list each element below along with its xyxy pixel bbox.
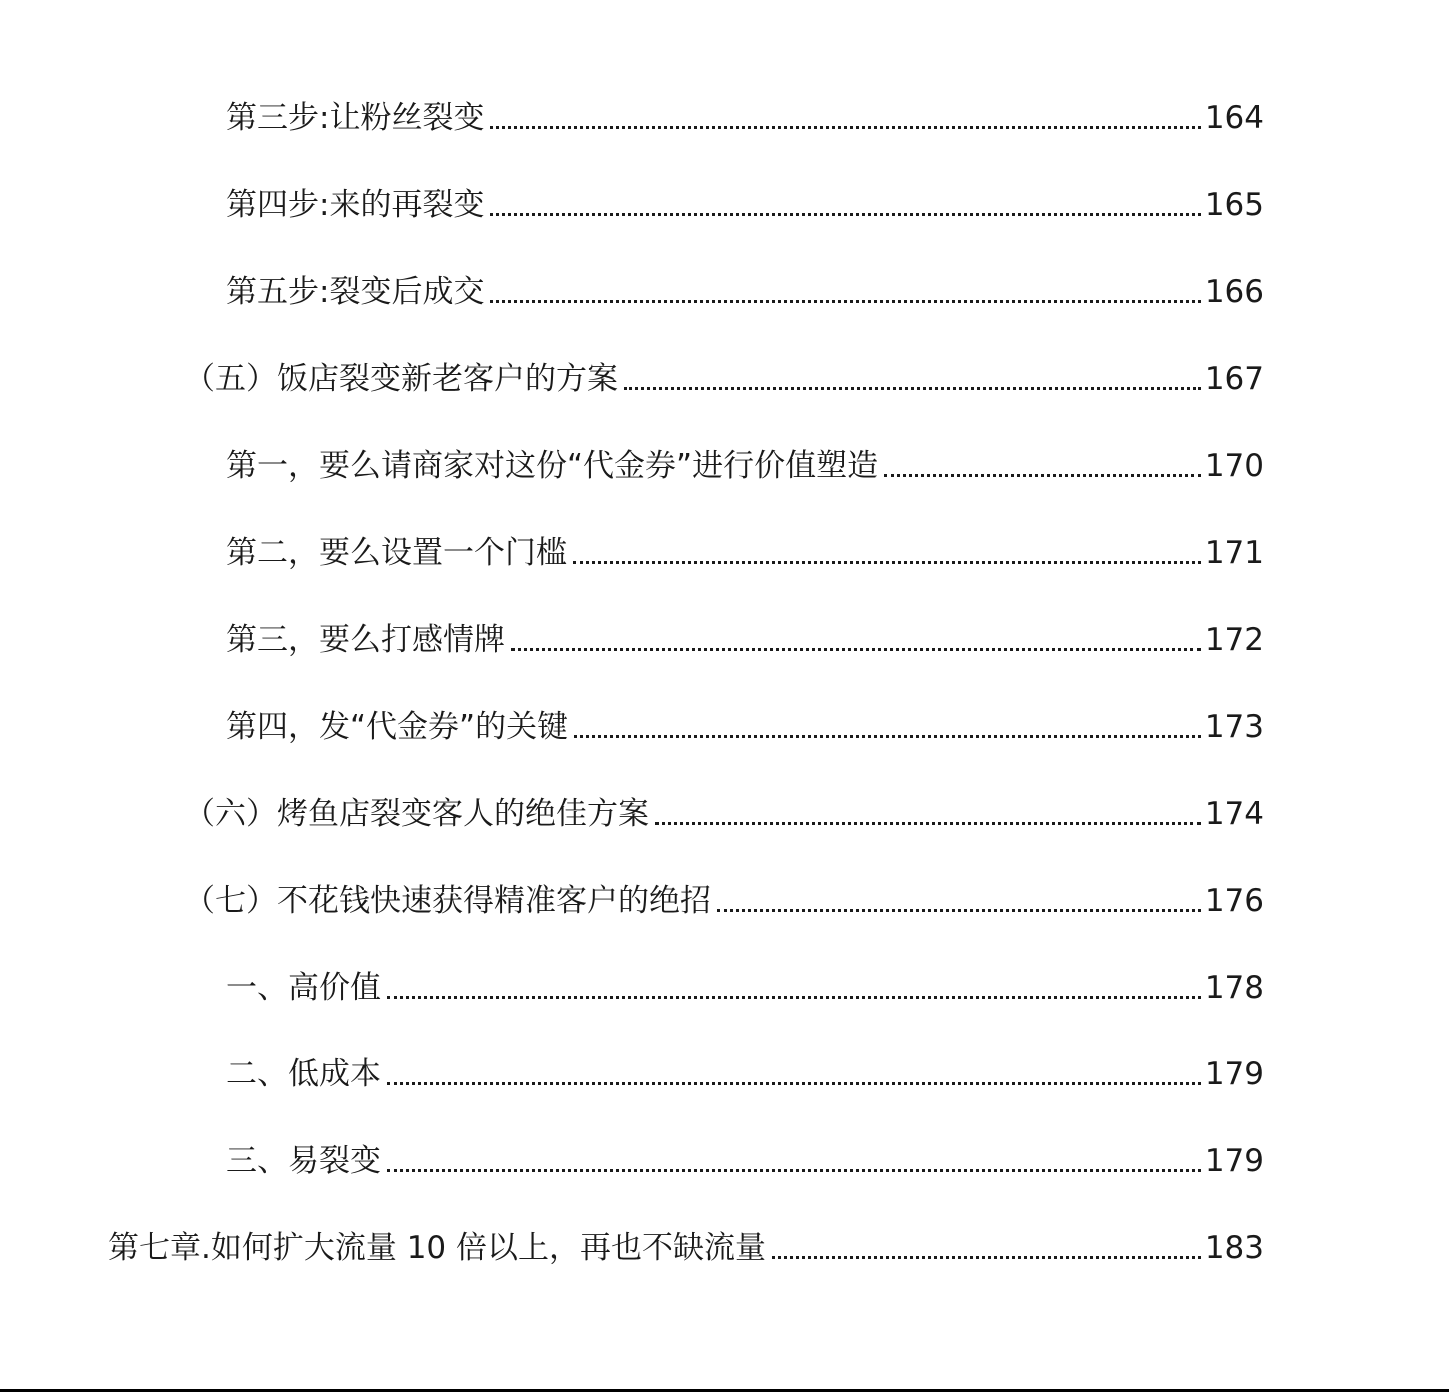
toc-dot-leader xyxy=(574,735,1201,738)
toc-page-number: 172 xyxy=(1204,622,1264,658)
toc-entry-title: 二、低成本 xyxy=(226,1056,381,1092)
toc-entry-title: （七）不花钱快速获得精准客户的绝招 xyxy=(184,883,711,919)
toc-entry[interactable] xyxy=(184,877,1264,921)
toc-entry[interactable] xyxy=(226,616,1264,660)
toc-entry[interactable] xyxy=(226,529,1264,573)
toc-entry-title: 第三，要么打感情牌 xyxy=(226,622,505,658)
toc-dot-leader xyxy=(387,996,1201,999)
toc-page-number: 174 xyxy=(1204,796,1264,832)
toc-page-number: 173 xyxy=(1204,709,1264,745)
toc-entry-title: 第三步:让粉丝裂变 xyxy=(226,100,485,136)
toc-dot-leader xyxy=(490,213,1200,216)
toc-entry-title: 一、高价值 xyxy=(226,970,381,1006)
toc-entry[interactable] xyxy=(184,790,1264,834)
toc-entry-title: 第四，发“代金券”的关键 xyxy=(226,709,569,745)
toc-dot-leader xyxy=(573,561,1201,564)
toc-entry[interactable] xyxy=(226,268,1264,312)
toc-entry[interactable] xyxy=(226,964,1264,1008)
toc-entry-title: 第五步:裂变后成交 xyxy=(226,274,485,310)
toc-entry-title: 第二，要么设置一个门槛 xyxy=(226,535,567,571)
toc-dot-leader xyxy=(387,1169,1201,1172)
toc-dot-leader xyxy=(490,300,1200,303)
toc-entry[interactable] xyxy=(226,181,1264,225)
toc-page-number: 166 xyxy=(1204,274,1264,310)
toc-dot-leader xyxy=(624,387,1201,390)
toc-entry[interactable] xyxy=(226,1050,1264,1094)
toc-page-number: 183 xyxy=(1204,1230,1264,1266)
toc-dot-leader xyxy=(511,648,1201,651)
toc-entry-title: 第四步:来的再裂变 xyxy=(226,187,485,223)
toc-page-number: 179 xyxy=(1204,1056,1264,1092)
toc-page-number: 170 xyxy=(1204,448,1264,484)
toc-dot-leader xyxy=(717,909,1201,912)
toc-entry-title: 第一，要么请商家对这份“代金券”进行价值塑造 xyxy=(226,448,879,484)
toc-entry[interactable] xyxy=(226,442,1264,486)
toc-dot-leader xyxy=(490,126,1200,129)
toc-entry[interactable] xyxy=(184,355,1264,399)
toc-dot-leader xyxy=(655,822,1201,825)
toc-entry-chapter[interactable] xyxy=(108,1224,1264,1268)
toc-entry-title: 第七章.如何扩大流量 10 倍以上，再也不缺流量 xyxy=(108,1230,767,1266)
toc-dot-leader xyxy=(387,1082,1201,1085)
toc-page-number: 165 xyxy=(1204,187,1264,223)
toc-page-number: 164 xyxy=(1204,100,1264,136)
toc-page-number: 178 xyxy=(1204,970,1264,1006)
toc-entry-title: （六）烤鱼店裂变客人的绝佳方案 xyxy=(184,796,649,832)
toc-page-number: 167 xyxy=(1204,361,1264,397)
toc-entry[interactable] xyxy=(226,703,1264,747)
toc-page-number: 171 xyxy=(1204,535,1264,571)
toc-dot-leader xyxy=(772,1256,1201,1259)
toc-entry[interactable] xyxy=(226,94,1264,138)
toc-page-number: 179 xyxy=(1204,1143,1264,1179)
toc-entry-title: （五）饭店裂变新老客户的方案 xyxy=(184,361,618,397)
toc-dot-leader xyxy=(884,474,1201,477)
toc-page-number: 176 xyxy=(1204,883,1264,919)
toc-entry[interactable] xyxy=(226,1137,1264,1181)
toc-entry-title: 三、易裂变 xyxy=(226,1143,381,1179)
